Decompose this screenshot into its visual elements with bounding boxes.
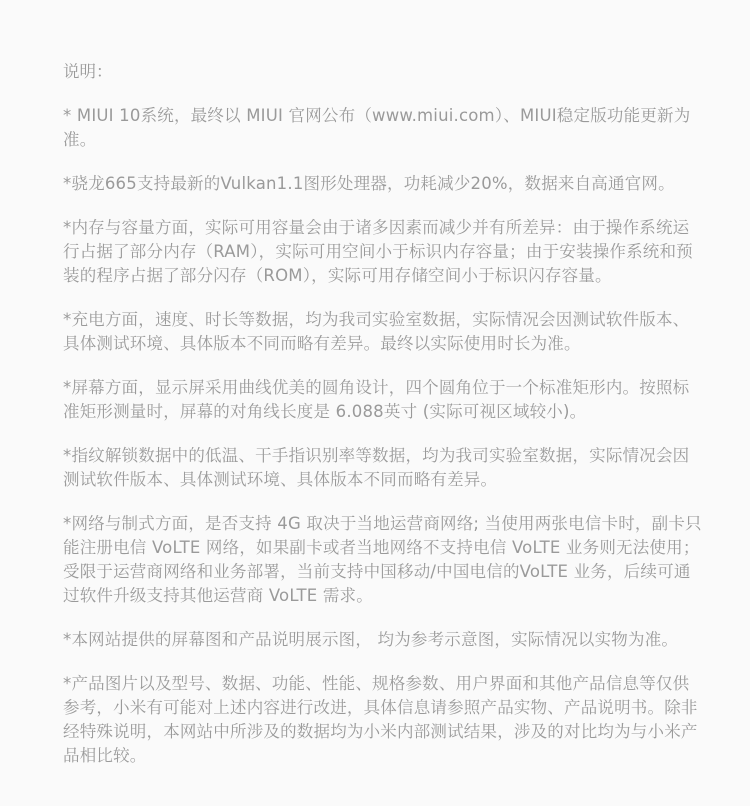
note-miui-system: * MIUI 10系统，最终以 MIUI 官网公布（www.miui.com）、MIUI稳定版功能更新为准。 — [63, 106, 691, 149]
note-product-info: *产品图片以及型号、数据、功能、性能、规格参数、用户界面和其他产品信息等仅供参考，小米有可能对上述内容进行改进，具体信息请参照产品实物、产品说明书。除非经特殊说明，本网站中所涉及的数据均为小米内部测试结果，涉及的对比均为与小米产品相比较。 — [63, 674, 698, 765]
note-fingerprint: *指纹解锁数据中的低温、干手指识别率等数据，均为我司实验室数据，实际情况会因测试软件版本、具体测试环境、具体版本不同而略有差异。 — [63, 446, 690, 489]
note-storage-capacity: *内存与容量方面，实际可用容量会由于诸多因素而减少并有所差异：由于操作系统运行占据了部分内存（RAM），实际可用空间小于标识内存容量；由于安装操作系统和预装的程序占据了部分闪存（ROM），实际可用存储空间小于标识闪存容量。 — [63, 218, 693, 285]
note-charging: *充电方面，速度、时长等数据，均为我司实验室数据，实际情况会因测试软件版本、具体测试环境、具体版本不同而略有差异。最终以实际使用时长为准。 — [63, 310, 690, 353]
note-network: *网络与制式方面，是否支持 4G 取决于当地运营商网络; 当使用两张电信卡时，副卡只能注册电信 VoLTE 网络，如果副卡或者当地网络不支持电信 VoLTE 业务则无法使用； 受限于运营商网络和业务部署，当前支持中国移动/中国电信的VoLTE 业务，后续可通过软件升级支持其他运营商 VoLTE 需求。 — [63, 514, 702, 605]
note-processor: *骁龙665支持最新的Vulkan1.1图形处理器，功耗减少20%，数据来自高通官网。 — [63, 174, 675, 193]
note-reference-images: *本网站提供的屏幕图和产品说明展示图， 均为参考示意图，实际情况以实物为准。 — [63, 630, 679, 649]
note-screen: *屏幕方面，显示屏采用曲线优美的圆角设计，四个圆角位于一个标准矩形内。按照标准矩形测量时，屏幕的对角线长度是 6.088英寸 (实际可视区域较小)。 — [63, 378, 690, 421]
notes-title: 说明： — [63, 62, 113, 81]
